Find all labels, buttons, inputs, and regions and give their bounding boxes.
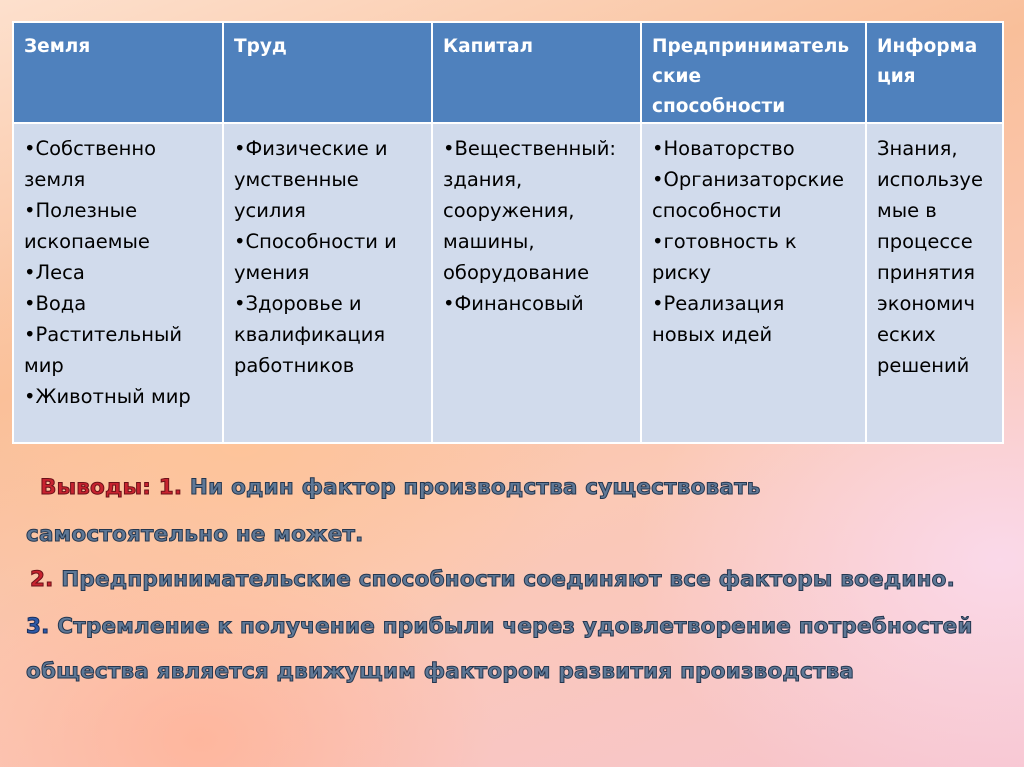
conclusion-1-text-line-1: Ни один фактор производства существовать: [189, 475, 761, 500]
conclusion-1-line-2: [26, 522, 364, 547]
cell-line: используе: [877, 168, 983, 191]
conclusion-3-text-line-2: общества является движущим фактором развития производства: [26, 659, 855, 684]
conclusions-block: [0, 465, 1024, 705]
header-labor: [223, 22, 432, 123]
cell-line: •Леса: [24, 261, 85, 284]
cell-line: усилия: [234, 199, 306, 222]
header-information: [866, 22, 1003, 123]
cell-line: •Способности и: [234, 230, 397, 253]
conclusion-3-line-1: [26, 614, 973, 639]
conclusions-label: Выводы:: [40, 475, 152, 500]
header-line: Капитал: [443, 36, 534, 57]
cell-entrepreneurship: [641, 123, 866, 443]
conclusion-3-line-2: [26, 659, 854, 684]
header-land: [13, 22, 223, 123]
cell-line: новых идей: [652, 323, 773, 346]
header-line: ские: [652, 66, 702, 87]
cell-line: •Реализация: [652, 292, 785, 315]
conclusion-2: [30, 567, 955, 592]
cell-line: процессе: [877, 230, 973, 253]
cell-line: мир: [24, 354, 64, 377]
conclusion-1-number: 1.: [158, 475, 183, 500]
cell-line: •Новаторство: [652, 137, 795, 160]
cell-line: ископаемые: [24, 230, 150, 253]
cell-capital: [432, 123, 641, 443]
cell-line: •Финансовый: [443, 292, 584, 315]
cell-line: •Полезные: [24, 199, 138, 222]
conclusion-1-line-1: [40, 475, 761, 500]
cell-line: •Растительный: [24, 323, 183, 346]
cell-line: машины,: [443, 230, 535, 253]
header-line: Труд: [234, 36, 287, 57]
cell-line: сооружения,: [443, 199, 575, 222]
table-row: [13, 123, 1003, 443]
conclusion-2-number: 2.: [30, 567, 54, 592]
table-header-row: [13, 22, 1003, 123]
cell-line: принятия: [877, 261, 976, 284]
cell-line: •готовность к: [652, 230, 797, 253]
header-line: способности: [652, 96, 786, 117]
cell-line: экономич: [877, 292, 975, 315]
conclusion-2-text: Предпринимательские способности соединяют все факторы воедино.: [61, 567, 956, 592]
conclusion-3-number: 3.: [26, 614, 50, 639]
factors-table-wrapper: [12, 21, 1002, 444]
cell-line: решений: [877, 354, 970, 377]
cell-labor: [223, 123, 432, 443]
conclusion-1-text-line-2: самостоятельно не может.: [26, 522, 364, 547]
header-entrepreneurship: [641, 22, 866, 123]
cell-line: способности: [652, 199, 782, 222]
cell-line: •Животный мир: [24, 385, 191, 408]
cell-line: •Физические и: [234, 137, 388, 160]
header-capital: [432, 22, 641, 123]
cell-line: земля: [24, 168, 86, 191]
cell-line: работников: [234, 354, 355, 377]
cell-line: еских: [877, 323, 936, 346]
cell-line: риску: [652, 261, 712, 284]
cell-land: [13, 123, 223, 443]
conclusion-3-text-line-1: Стремление к получение прибыли через удовлетворение потребностей: [57, 614, 973, 639]
cell-line: умственные: [234, 168, 359, 191]
factors-of-production-table: [12, 21, 1004, 444]
cell-line: Знания,: [877, 137, 958, 160]
cell-line: •Организаторские: [652, 168, 845, 191]
header-line: ция: [877, 66, 916, 87]
cell-line: •Собственно: [24, 137, 157, 160]
cell-line: умения: [234, 261, 310, 284]
cell-line: квалификация: [234, 323, 386, 346]
cell-line: •Здоровье и: [234, 292, 362, 315]
header-line: Предприниматель: [652, 36, 850, 57]
cell-line: •Вода: [24, 292, 87, 315]
cell-line: здания,: [443, 168, 523, 191]
header-line: Земля: [24, 36, 91, 57]
cell-line: мые в: [877, 199, 937, 222]
cell-line: оборудование: [443, 261, 590, 284]
header-line: Информа: [877, 36, 978, 57]
cell-line: •Вещественный:: [443, 137, 616, 160]
cell-information: [866, 123, 1003, 443]
